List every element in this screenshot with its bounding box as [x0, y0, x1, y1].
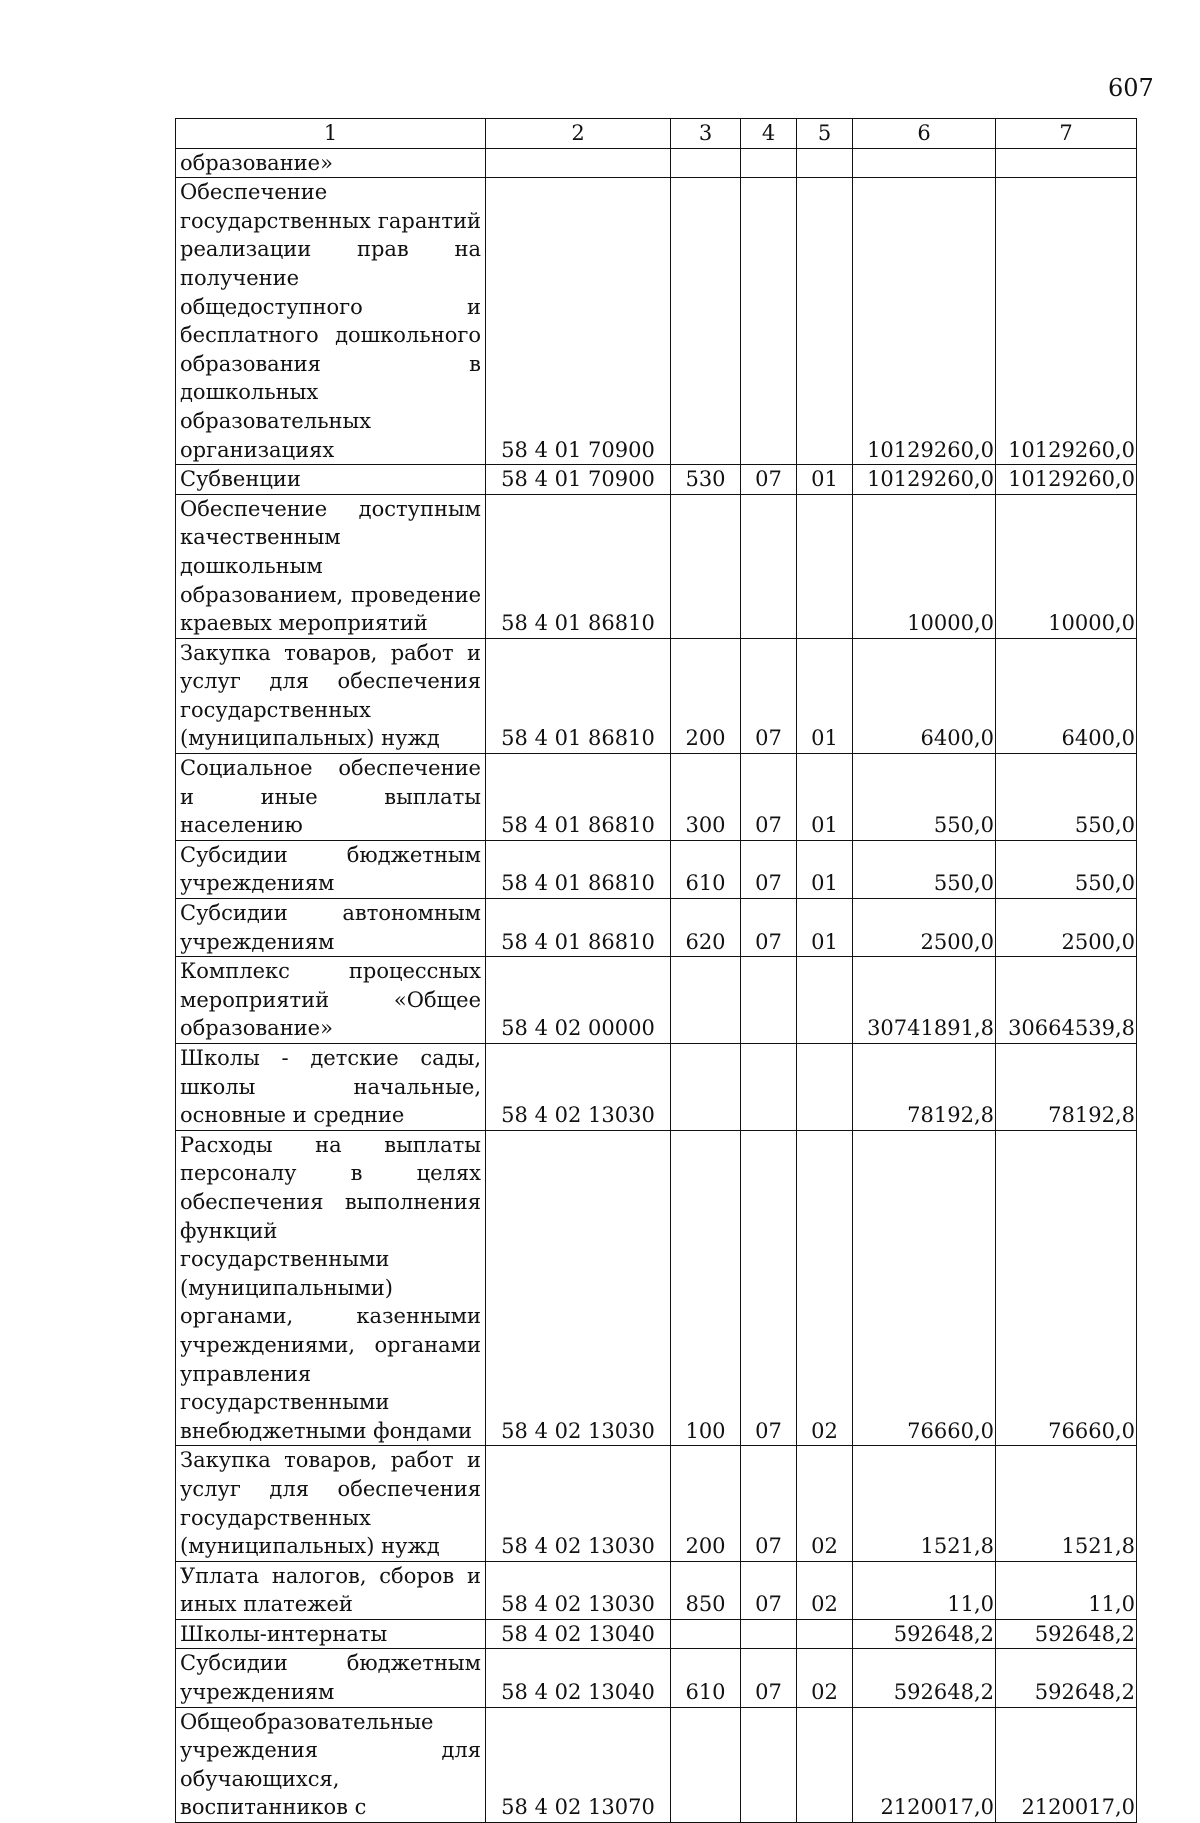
table-body [176, 148, 1137, 1822]
table-row [176, 1561, 1137, 1619]
section-code [741, 1707, 797, 1822]
amount-column-7: 10129260,0 [996, 465, 1137, 495]
item-name: Комплекс процессных мероприятий «Общее образование» [176, 957, 486, 1044]
target-article-code: 58 4 01 86810 [486, 840, 671, 898]
table-row [176, 465, 1137, 495]
subsection-code: 02 [797, 1649, 853, 1707]
section-code [741, 178, 797, 465]
column-header-3: 3 [671, 119, 741, 149]
column-header-2: 2 [486, 119, 671, 149]
item-name: образование» [176, 148, 486, 178]
amount-column-6: 592648,2 [853, 1619, 996, 1649]
target-article-code: 58 4 02 13030 [486, 1561, 671, 1619]
amount-column-6: 550,0 [853, 840, 996, 898]
item-name: Общеобразовательные учреждения для обучающихся, воспитанников с [176, 1707, 486, 1822]
subsection-code: 02 [797, 1130, 853, 1446]
section-code [741, 148, 797, 178]
amount-column-7: 10129260,0 [996, 178, 1137, 465]
item-name: Обеспечение государственных гарантий реализации прав на получение общедоступного и бесплатного дошкольного образования в дошкольных образовательных организациях [176, 178, 486, 465]
target-article-code: 58 4 01 70900 [486, 465, 671, 495]
amount-column-7: 76660,0 [996, 1130, 1137, 1446]
table-row [176, 1130, 1137, 1446]
amount-column-6: 592648,2 [853, 1649, 996, 1707]
expense-type-code [671, 1619, 741, 1649]
section-code: 07 [741, 899, 797, 957]
target-article-code: 58 4 02 13040 [486, 1649, 671, 1707]
expense-type-code: 100 [671, 1130, 741, 1446]
expense-type-code: 200 [671, 638, 741, 753]
expense-type-code: 850 [671, 1561, 741, 1619]
amount-column-7: 30664539,8 [996, 957, 1137, 1044]
section-code: 07 [741, 1130, 797, 1446]
amount-column-7: 592648,2 [996, 1619, 1137, 1649]
target-article-code: 58 4 02 13070 [486, 1707, 671, 1822]
item-name: Обеспечение доступным качественным дошкольным образованием, проведение краевых мероприятий [176, 494, 486, 638]
amount-column-6: 1521,8 [853, 1446, 996, 1561]
target-article-code: 58 4 01 70900 [486, 178, 671, 465]
section-code: 07 [741, 1649, 797, 1707]
table-row [176, 494, 1137, 638]
expense-type-code: 300 [671, 754, 741, 841]
amount-column-6: 10129260,0 [853, 178, 996, 465]
section-code: 07 [741, 754, 797, 841]
section-code [741, 1044, 797, 1131]
amount-column-7: 6400,0 [996, 638, 1137, 753]
section-code: 07 [741, 465, 797, 495]
target-article-code: 58 4 02 13030 [486, 1130, 671, 1446]
target-article-code: 58 4 02 00000 [486, 957, 671, 1044]
amount-column-6: 78192,8 [853, 1044, 996, 1131]
table-row [176, 1649, 1137, 1707]
amount-column-6: 10129260,0 [853, 465, 996, 495]
expense-type-code: 610 [671, 1649, 741, 1707]
expense-type-code [671, 1044, 741, 1131]
item-name: Закупка товаров, работ и услуг для обеспечения государственных (муниципальных) нужд [176, 1446, 486, 1561]
amount-column-6 [853, 148, 996, 178]
table-row [176, 1619, 1137, 1649]
item-name: Субсидии бюджетным учреждениям [176, 840, 486, 898]
amount-column-6: 30741891,8 [853, 957, 996, 1044]
amount-column-7: 2120017,0 [996, 1707, 1137, 1822]
expense-type-code [671, 178, 741, 465]
item-name: Школы - детские сады, школы начальные, основные и средние [176, 1044, 486, 1131]
column-header-7: 7 [996, 119, 1137, 149]
column-header-5: 5 [797, 119, 853, 149]
expense-type-code: 530 [671, 465, 741, 495]
amount-column-7: 10000,0 [996, 494, 1137, 638]
target-article-code: 58 4 02 13030 [486, 1044, 671, 1131]
table-row [176, 754, 1137, 841]
subsection-code [797, 1044, 853, 1131]
section-code: 07 [741, 840, 797, 898]
amount-column-6: 6400,0 [853, 638, 996, 753]
section-code: 07 [741, 1561, 797, 1619]
page-number: 607 [1108, 74, 1154, 102]
section-code [741, 1619, 797, 1649]
amount-column-7: 78192,8 [996, 1044, 1137, 1131]
section-code: 07 [741, 638, 797, 753]
target-article-code: 58 4 01 86810 [486, 754, 671, 841]
amount-column-7: 550,0 [996, 754, 1137, 841]
column-header-6: 6 [853, 119, 996, 149]
expense-type-code: 620 [671, 899, 741, 957]
subsection-code: 02 [797, 1446, 853, 1561]
subsection-code [797, 148, 853, 178]
table-row [176, 899, 1137, 957]
expense-type-code [671, 494, 741, 638]
amount-column-7: 11,0 [996, 1561, 1137, 1619]
table-row [176, 1044, 1137, 1131]
subsection-code [797, 178, 853, 465]
item-name: Закупка товаров, работ и услуг для обеспечения государственных (муниципальных) нужд [176, 638, 486, 753]
subsection-code [797, 957, 853, 1044]
table-row [176, 148, 1137, 178]
item-name: Субсидии автономным учреждениям [176, 899, 486, 957]
item-name: Социальное обеспечение и иные выплаты населению [176, 754, 486, 841]
subsection-code: 01 [797, 465, 853, 495]
item-name: Субсидии бюджетным учреждениям [176, 1649, 486, 1707]
amount-column-7: 1521,8 [996, 1446, 1137, 1561]
table-row [176, 638, 1137, 753]
amount-column-7 [996, 148, 1137, 178]
subsection-code: 01 [797, 840, 853, 898]
amount-column-6: 10000,0 [853, 494, 996, 638]
target-article-code: 58 4 01 86810 [486, 638, 671, 753]
target-article-code: 58 4 01 86810 [486, 899, 671, 957]
expense-type-code: 610 [671, 840, 741, 898]
item-name: Уплата налогов, сборов и иных платежей [176, 1561, 486, 1619]
section-code [741, 494, 797, 638]
expense-type-code [671, 148, 741, 178]
amount-column-6: 2500,0 [853, 899, 996, 957]
target-article-code: 58 4 02 13040 [486, 1619, 671, 1649]
table-row [176, 178, 1137, 465]
target-article-code: 58 4 01 86810 [486, 494, 671, 638]
amount-column-6: 2120017,0 [853, 1707, 996, 1822]
amount-column-7: 592648,2 [996, 1649, 1137, 1707]
amount-column-6: 11,0 [853, 1561, 996, 1619]
subsection-code: 01 [797, 638, 853, 753]
table-row [176, 840, 1137, 898]
header-row [176, 119, 1137, 149]
table-row [176, 957, 1137, 1044]
item-name: Расходы на выплаты персоналу в целях обеспечения выполнения функций государственными (муниципальными) органами, казенными учреждениями, органами управления государственными внебюджетными фондами [176, 1130, 486, 1446]
subsection-code: 01 [797, 899, 853, 957]
item-name: Школы-интернаты [176, 1619, 486, 1649]
subsection-code [797, 1619, 853, 1649]
section-code: 07 [741, 1446, 797, 1561]
subsection-code: 02 [797, 1561, 853, 1619]
amount-column-7: 2500,0 [996, 899, 1137, 957]
table-row [176, 1446, 1137, 1561]
expense-type-code [671, 1707, 741, 1822]
amount-column-6: 550,0 [853, 754, 996, 841]
budget-table [175, 118, 1137, 1823]
table-row [176, 1707, 1137, 1822]
item-name: Субвенции [176, 465, 486, 495]
target-article-code [486, 148, 671, 178]
target-article-code: 58 4 02 13030 [486, 1446, 671, 1561]
section-code [741, 957, 797, 1044]
expense-type-code: 200 [671, 1446, 741, 1561]
subsection-code [797, 1707, 853, 1822]
amount-column-7: 550,0 [996, 840, 1137, 898]
column-header-1: 1 [176, 119, 486, 149]
expense-type-code [671, 957, 741, 1044]
subsection-code: 01 [797, 754, 853, 841]
amount-column-6: 76660,0 [853, 1130, 996, 1446]
subsection-code [797, 494, 853, 638]
column-header-4: 4 [741, 119, 797, 149]
